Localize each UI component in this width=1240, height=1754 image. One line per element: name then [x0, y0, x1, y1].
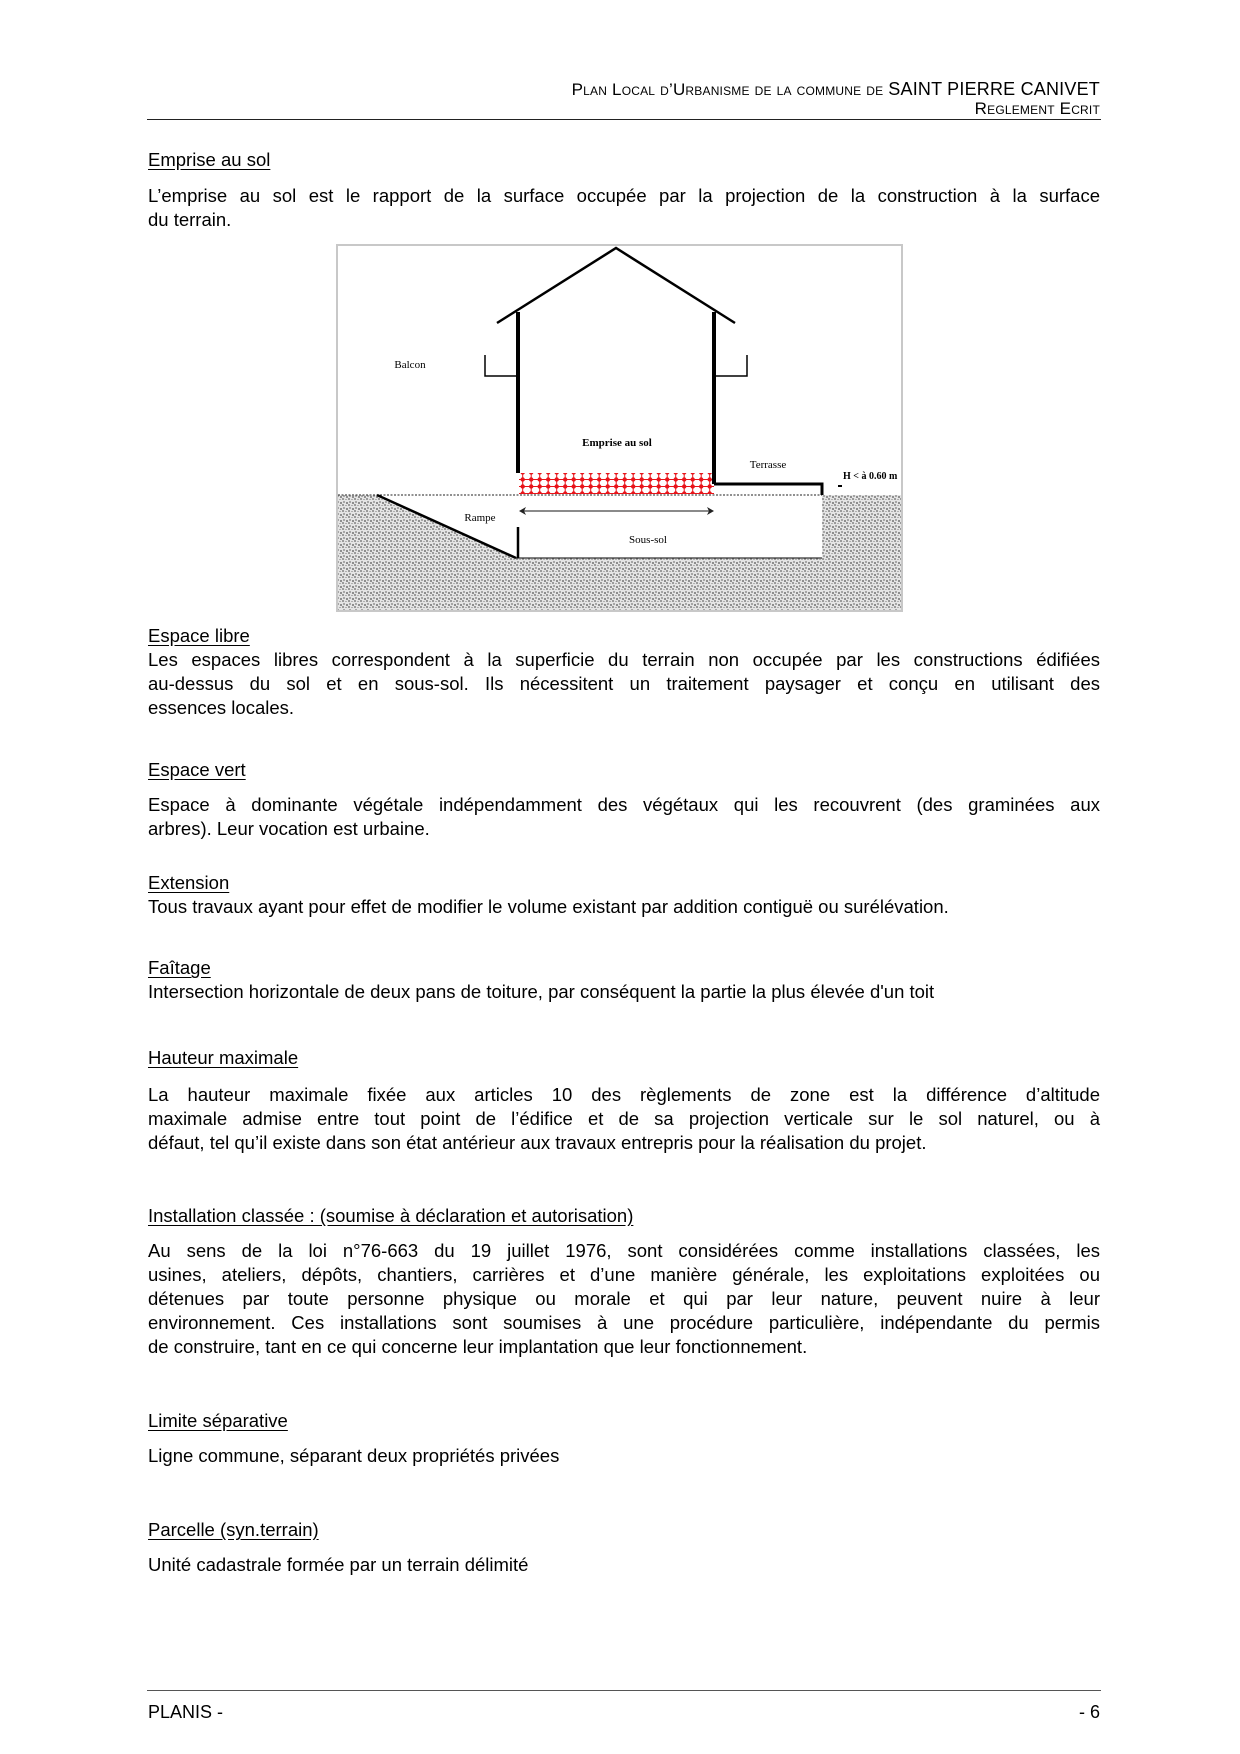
running-header-subtitle: Reglement Ecrit	[974, 99, 1100, 118]
footer-left: PLANIS -	[148, 1702, 224, 1722]
section-heading-extension: Extension	[148, 872, 230, 893]
section-heading-espace-libre: Espace libre	[148, 625, 250, 646]
section-text-espace-vert	[148, 793, 1100, 841]
section-heading-limite-separative: Limite séparative	[148, 1410, 288, 1431]
text-line: Espace à dominante végétale indépendamment des végétaux qui les recouvrent (des graminées aux	[148, 794, 1100, 815]
text-line: Tous travaux ayant pour effet de modifier le volume existant par addition contiguë ou surélévation.	[148, 896, 949, 917]
label-sous-sol: Sous-sol	[629, 534, 667, 546]
footer-page-number: - 6	[1078, 1702, 1100, 1722]
text-line: L’emprise au sol est le rapport de la surface occupée par la projection de la construction à la surface	[148, 185, 1100, 206]
text-line: Unité cadastrale formée par un terrain délimité	[148, 1554, 529, 1575]
text-line: défaut, tel qu’il existe dans son état antérieur aux travaux entrepris pour la réalisation du projet.	[148, 1132, 927, 1153]
text-line: Au sens de la loi n°76-663 du 19 juillet 1976, sont considérées comme installations classées, les	[148, 1240, 1100, 1261]
section-text-hauteur-maximale	[148, 1083, 1100, 1155]
text-line: maximale admise entre tout point de l’édifice et de sa projection verticale sur le sol naturel, ou à	[148, 1108, 1100, 1129]
text-line: environnement. Ces installations sont soumises à une procédure particulière, indépendante du permis	[148, 1312, 1100, 1333]
text-line: de construire, tant en ce qui concerne leur implantation que leur fonctionnement.	[148, 1336, 808, 1357]
section-text-installation-classee	[148, 1239, 1100, 1359]
header-commune-name: SAINT PIERRE CANIVET	[888, 79, 1100, 99]
label-height-note: H < à 0.60 m	[843, 471, 898, 482]
text-line: essences locales.	[148, 697, 295, 718]
section-heading-emprise-au-sol: Emprise au sol	[148, 149, 271, 170]
label-rampe: Rampe	[464, 512, 496, 524]
text-line: arbres). Leur vocation est urbaine.	[148, 818, 430, 839]
label-emprise-au-sol: Emprise au sol	[582, 437, 652, 449]
text-line: Intersection horizontale de deux pans de toiture, par conséquent la partie la plus élevée d'un toit	[148, 981, 935, 1002]
section-text-espace-libre	[148, 648, 1100, 720]
section-heading-faitage: Faîtage	[148, 957, 211, 978]
text-line: Ligne commune, séparant deux propriétés privées	[148, 1445, 560, 1466]
section-text-faitage	[148, 980, 1100, 1004]
footer-rule	[147, 1690, 1101, 1691]
section-heading-espace-vert: Espace vert	[148, 759, 246, 780]
text-line: au-dessus du sol et en sous-sol. Ils nécessitent un traitement paysager et conçu en utilisant des	[148, 673, 1100, 694]
section-text-limite-separative	[148, 1444, 1100, 1468]
text-line: usines, ateliers, dépôts, chantiers, carrières et d’une manière générale, les exploitations exploitées ou	[148, 1264, 1100, 1285]
section-text-emprise-au-sol	[148, 184, 1100, 232]
running-header-title	[572, 79, 1100, 100]
text-line: du terrain.	[148, 209, 232, 230]
section-heading-parcelle: Parcelle (syn.terrain)	[148, 1519, 319, 1540]
emprise-au-sol-diagram	[330, 240, 910, 620]
section-text-parcelle	[148, 1553, 1100, 1577]
header-rule	[147, 119, 1101, 120]
section-text-extension	[148, 895, 1100, 919]
text-line: La hauteur maximale fixée aux articles 10 des règlements de zone est la différence d’altitude	[148, 1084, 1100, 1105]
text-line: Les espaces libres correspondent à la superficie du terrain non occupée par les constructions édifiées	[148, 649, 1100, 670]
text-line: détenues par toute personne physique ou morale et qui par leur nature, peuvent nuire à leur	[148, 1288, 1100, 1309]
label-balcon: Balcon	[394, 359, 426, 371]
label-terrasse: Terrasse	[749, 459, 787, 471]
footprint-hatch	[519, 473, 714, 494]
section-heading-installation-classee: Installation classée : (soumise à déclaration et autorisation)	[148, 1205, 634, 1226]
header-title-prefix: Plan Local d’Urbanisme de la commune de	[571, 80, 884, 99]
section-heading-hauteur-maximale: Hauteur maximale	[148, 1047, 299, 1068]
